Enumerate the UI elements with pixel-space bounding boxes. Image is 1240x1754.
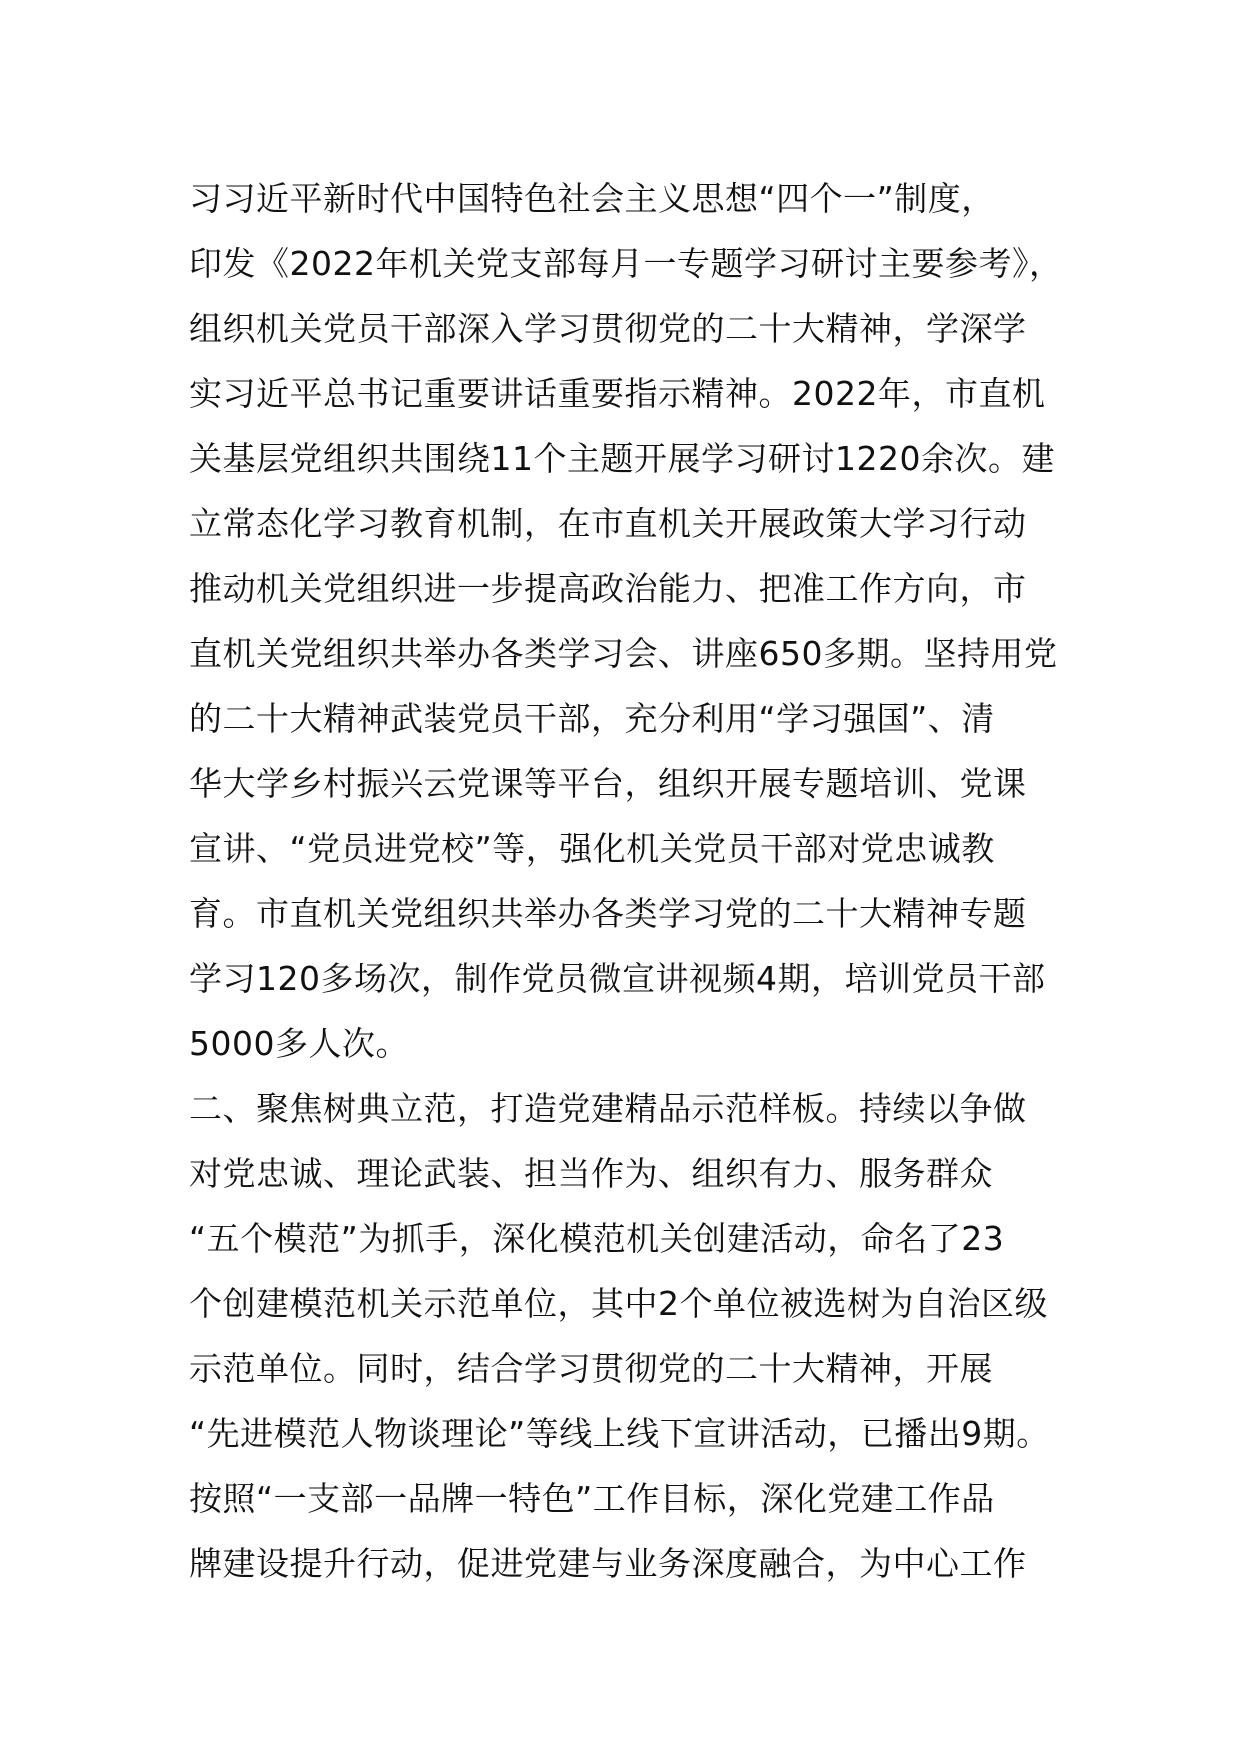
text-line: 5000多人次。 — [189, 1024, 409, 1063]
text-line: 育。市直机关党组织共举办各类学习党的二十大精神专题 — [189, 894, 1027, 933]
section-heading-line: 二、聚焦树典立范，打造党建精品示范样板。持续以争做 — [189, 1089, 1027, 1128]
text-line: 对党忠诚、理论武装、担当作为、组织有力、服务群众 — [189, 1154, 993, 1193]
text-line: 关基层党组织共围绕11个主题开展学习研讨1220余次。建 — [189, 439, 1055, 478]
body-text — [189, 166, 1089, 1596]
text-line: 华大学乡村振兴云党课等平台，组织开展专题培训、党课 — [189, 764, 1027, 803]
text-line: 习习近平新时代中国特色社会主义思想“四个一”制度， — [189, 179, 995, 218]
text-line: 直机关党组织共举办各类学习会、讲座650多期。坚持用党 — [189, 634, 1058, 673]
text-line: 学习120多场次，制作党员微宣讲视频4期，培训党员干部 — [189, 959, 1046, 998]
text-line: 牌建设提升行动，促进党建与业务深度融合，为中心工作 — [189, 1544, 1027, 1583]
text-line: 宣讲、“党员进党校”等，强化机关党员干部对党忠诚教 — [189, 829, 995, 868]
text-line: “先进模范人物谈理论”等线上线下宣讲活动，已播出9期。 — [189, 1414, 1050, 1453]
text-line: 组织机关党员干部深入学习贯彻党的二十大精神，学深学 — [189, 309, 1027, 348]
text-line: 推动机关党组织进一步提高政治能力、把准工作方向，市 — [189, 569, 1027, 608]
text-line: 实习近平总书记重要讲话重要指示精神。2022年，市直机 — [189, 374, 1046, 413]
text-line: 立常态化学习教育机制，在市直机关开展政策大学习行动 — [189, 504, 1027, 543]
text-line: “五个模范”为抓手，深化模范机关创建活动，命名了23 — [189, 1219, 1005, 1258]
text-line: 印发《2022年机关党支部每月一专题学习研讨主要参考》， — [189, 244, 1063, 283]
text-line: 个创建模范机关示范单位，其中2个单位被选树为自治区级 — [189, 1284, 1048, 1323]
text-line: 示范单位。同时，结合学习贯彻党的二十大精神，开展 — [189, 1349, 993, 1388]
text-line: 的二十大精神武装党员干部，充分利用“学习强国”、清 — [189, 699, 995, 738]
text-line: 按照“一支部一品牌一特色”工作目标，深化党建工作品 — [189, 1479, 995, 1518]
